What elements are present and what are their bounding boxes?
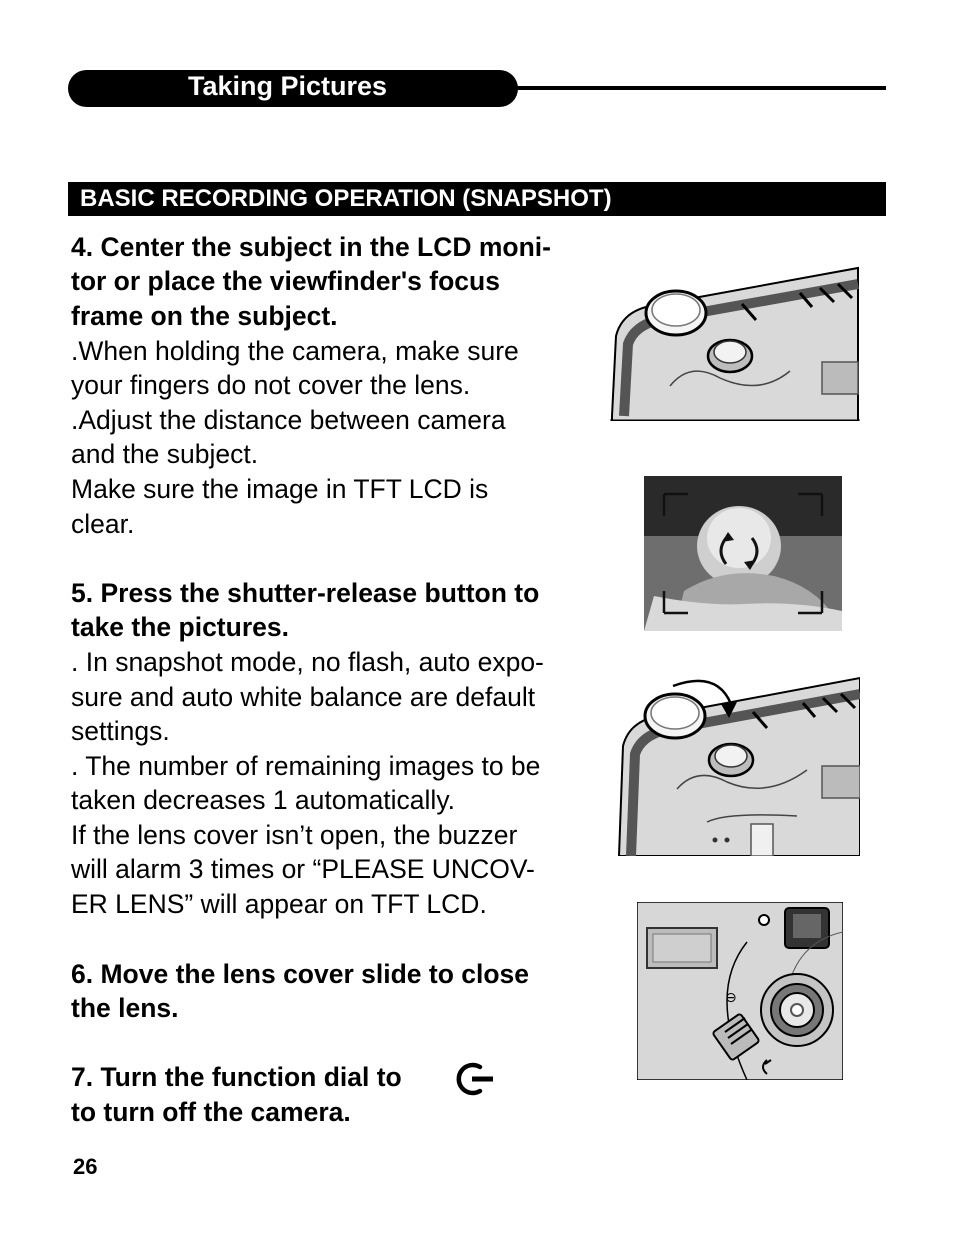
step4-text-line3: .Adjust the distance between camera xyxy=(71,405,506,435)
step6-heading-line1: 6. Move the lens cover slide to close xyxy=(71,959,530,989)
step7-heading-line1: 7. Turn the function dial to xyxy=(71,1062,402,1092)
step5-text-line4: . The number of remaining images to be xyxy=(71,751,541,781)
step6-heading-line2: the lens. xyxy=(71,993,179,1023)
step5-text-line3: settings. xyxy=(71,716,170,746)
step5-text-line5: taken decreases 1 automatically. xyxy=(71,785,455,815)
step5-text-line7: will alarm 3 times or “PLEASE UNCOV- xyxy=(71,854,535,884)
step4-text-line4: and the subject. xyxy=(71,439,259,469)
step4-text-line1: .When holding the camera, make sure xyxy=(71,336,519,366)
page-number: 26 xyxy=(73,1154,98,1179)
step4-text-line6: clear. xyxy=(71,509,135,539)
camera-shutter-press-figure xyxy=(617,674,860,856)
step5-text-line2: sure and auto white balance are default xyxy=(71,682,536,712)
page-title: Taking Pictures xyxy=(188,71,388,101)
step5-text-line1: . In snapshot mode, no flash, auto expo- xyxy=(71,647,544,677)
step4-heading-line3: frame on the subject. xyxy=(71,301,338,331)
step5-text-line6: If the lens cover isn’t open, the buzzer xyxy=(71,820,518,850)
step4-heading-line2: tor or place the viewfinder's focus xyxy=(71,266,500,296)
camera-top-holding-figure xyxy=(610,266,860,421)
power-off-dial-icon xyxy=(452,1058,496,1102)
step4-text-line5: Make sure the image in TFT LCD is xyxy=(71,474,489,504)
step4-text-line2: your fingers do not cover the lens. xyxy=(71,370,471,400)
step5-text-line8: ER LENS” will appear on TFT LCD. xyxy=(71,889,487,919)
camera-lens-cover-figure xyxy=(637,902,843,1080)
section-title: BASIC RECORDING OPERATION (SNAPSHOT) xyxy=(80,185,612,212)
step5-heading-line1: 5. Press the shutter-release button to xyxy=(71,578,540,608)
step4-heading-line1: 4. Center the subject in the LCD moni- xyxy=(71,232,551,262)
step7-heading-line2: to turn off the camera. xyxy=(71,1097,351,1127)
lcd-preview-photo xyxy=(644,476,842,631)
header-rule xyxy=(505,86,886,90)
step5-heading-line2: take the pictures. xyxy=(71,612,289,642)
svg-text:⊖: ⊖ xyxy=(725,990,737,1006)
